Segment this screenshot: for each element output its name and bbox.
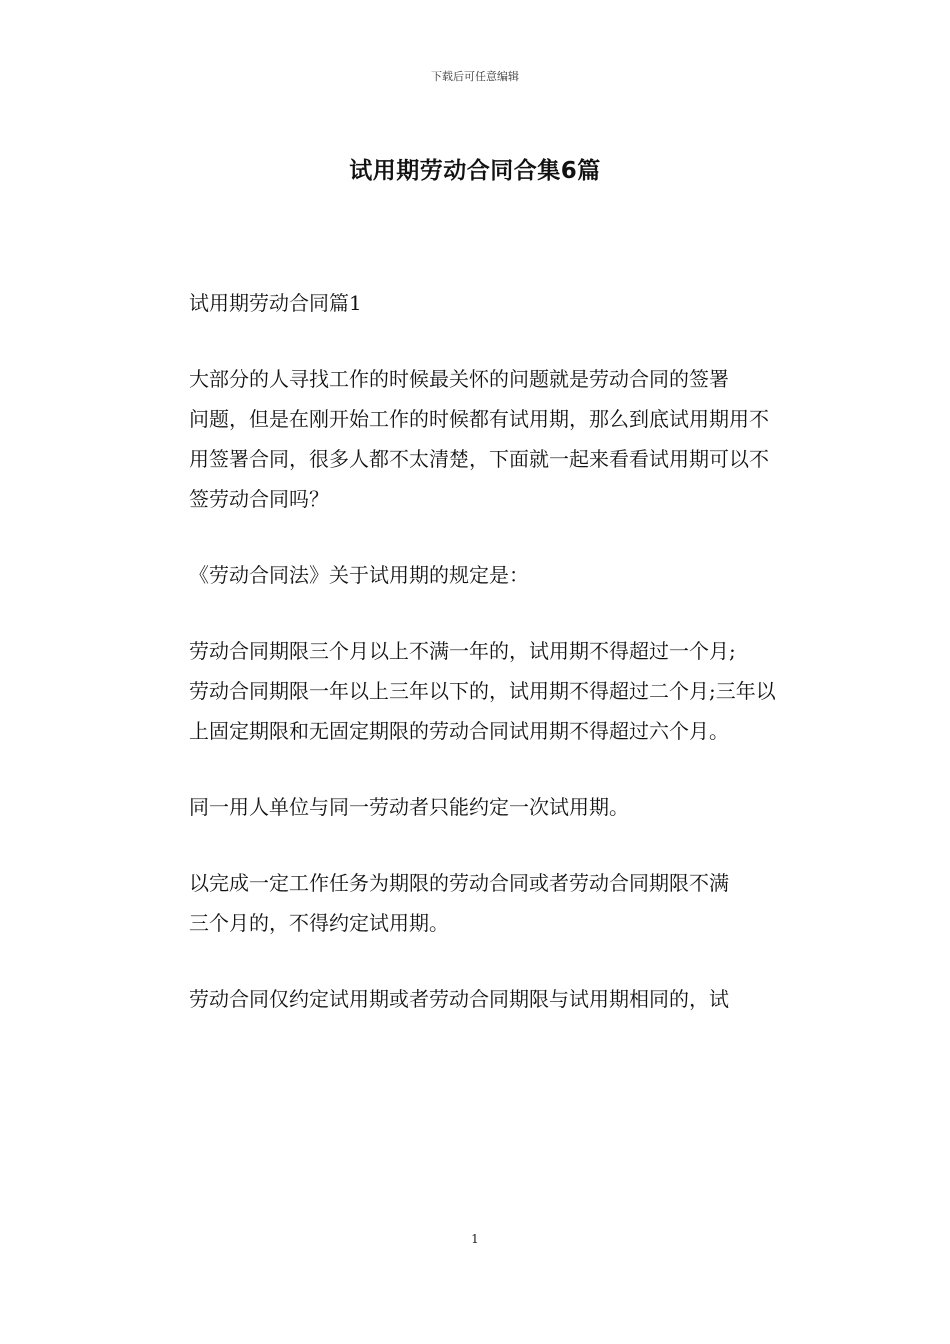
text-line: 劳动合同仅约定试用期或者劳动合同期限与试用期相同的，试 <box>189 987 729 1011</box>
page-number: 1 <box>471 1232 479 1246</box>
text-line: 以完成一定工作任务为期限的劳动合同或者劳动合同期限不满 <box>189 871 729 895</box>
text-line: 同一用人单位与同一劳动者只能约定一次试用期。 <box>189 795 629 819</box>
section-heading: 试用期劳动合同篇1 <box>189 291 362 315</box>
text-line: 上固定期限和无固定期限的劳动合同试用期不得超过六个月。 <box>189 719 729 743</box>
header-note: 下载后可任意编辑 <box>431 70 519 83</box>
paragraph-task-contract <box>145 863 805 943</box>
text-line: 大部分的人寻找工作的时候最关怀的问题就是劳动合同的签署 <box>189 367 729 391</box>
document-title: 试用期劳动合同合集6篇 <box>349 158 601 184</box>
paragraph-intro <box>145 359 805 519</box>
document-body <box>145 283 805 1055</box>
text-line: 三个月的，不得约定试用期。 <box>189 911 449 935</box>
paragraph-probation-limits <box>145 631 805 751</box>
text-line: 劳动合同期限三个月以上不满一年的，试用期不得超过一个月; <box>189 639 736 663</box>
text-line: 签劳动合同吗？ <box>189 487 329 511</box>
paragraph-single-probation <box>145 787 805 827</box>
text-line: 用签署合同，很多人都不太清楚，下面就一起来看看试用期可以不 <box>189 447 769 471</box>
text-line: 劳动合同期限一年以上三年以下的，试用期不得超过二个月;三年以 <box>189 679 776 703</box>
text-line: 问题，但是在刚开始工作的时候都有试用期，那么到底试用期用不 <box>189 407 769 431</box>
text-line: 《劳动合同法》关于试用期的规定是： <box>189 563 529 587</box>
paragraph-probation-only <box>145 979 805 1019</box>
paragraph-law-reference <box>145 555 805 595</box>
